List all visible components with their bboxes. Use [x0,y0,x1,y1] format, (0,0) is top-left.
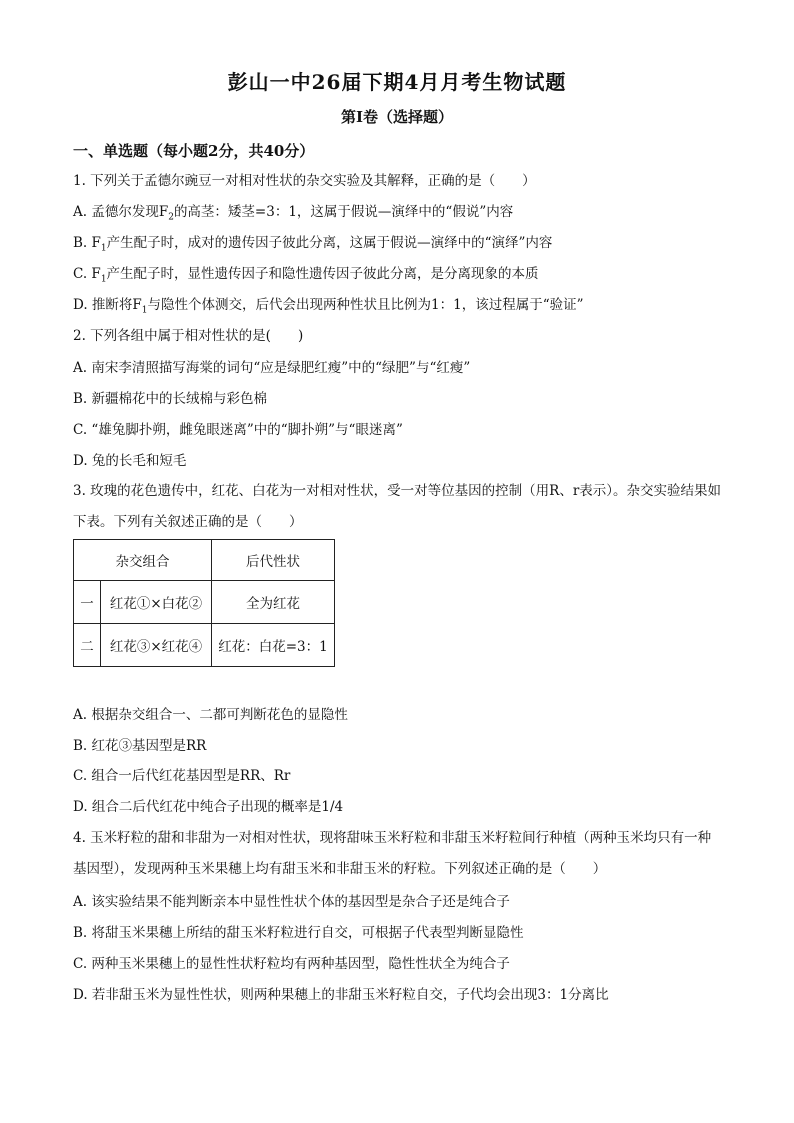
q3-option-b: B. 红花③基因型是RR [73,738,207,754]
table-row [74,624,335,667]
q4-stem: 4. 玉米籽粒的甜和非甜为一对相对性状，现将甜味玉米籽粒和非甜玉米籽粒间行种植（两种玉米均只有一种基因型），发现两种玉米果穗上均有甜玉米和非甜玉米的籽粒。下列叙述正确的是（ ） [73,830,712,877]
q1-option-d: D. 推断将$F_1$与隐性个体测交，后代会出现两种性状且比例为1：1，该过程属于“验证” [73,297,584,316]
q3-stem: 3. 玫瑰的花色遗传中，红花、白花为一对相对性状，受一对等位基因的控制（用R、r表示）。杂交实验结果如下表。下列有关叙述正确的是（ ） [73,483,722,530]
q1-option-b: B. $F_1$产生配子时，成对的遗传因子彼此分离，这属于假说—演绎中的“演绎”内容 [73,235,553,254]
q2-option-a: A. 南宋李清照描写海棠的词句“应是绿肥红瘦”中的“绿肥”与“红瘦” [73,360,471,376]
table-cell-result: 全为红花 [212,581,335,624]
table-header-offspring: 后代性状 [212,540,335,581]
exam-title: 彭山一中26届下期4月月考生物试题 [227,70,567,94]
table-cell-result: 红花：白花=3：1 [212,624,335,667]
volume-subtitle: 第I卷（选择题） [340,108,454,126]
q1-option-c: C. $F_1$产生配子时，显性遗传因子和隐性遗传因子彼此分离，是分离现象的本质 [73,266,539,285]
q4-option-b: B. 将甜玉米果穗上所结的甜玉米籽粒进行自交，可根据子代表型判断显隐性 [73,925,524,941]
q2-stem: 2. 下列各组中属于相对性状的是( ) [73,328,304,344]
table-header-combo: 杂交组合 [74,540,212,581]
cross-result-table [73,539,335,667]
table-cell-cross: 红花①×白花② [101,581,212,624]
q2-option-c: C. “雄兔脚扑朔，雌兔眼迷离”中的“脚扑朔”与“眼迷离” [73,422,403,438]
section-heading: 一、单选题（每小题2分，共40分） [73,142,315,160]
table-cell-number: 一 [74,581,101,624]
q3-option-d: D. 组合二后代红花中纯合子出现的概率是1/4 [73,799,344,815]
table-header-row [74,540,335,581]
q3-option-c: C. 组合一后代红花基因型是RR、Rr [73,768,291,784]
table-row [74,581,335,624]
q1-option-a: A. 孟德尔发现$F_2$的高茎：矮茎=3：1，这属于假说—演绎中的“假说”内容 [73,204,514,223]
q4-option-d: D. 若非甜玉米为显性性状，则两种果穗上的非甜玉米籽粒自交，子代均会出现3：1分离比 [73,987,609,1003]
q4-option-c: C. 两种玉米果穗上的显性性状籽粒均有两种基因型，隐性性状全为纯合子 [73,956,510,972]
q3-option-a: A. 根据杂交组合一、二都可判断花色的显隐性 [73,707,348,723]
q4-option-a: A. 该实验结果不能判断亲本中显性性状个体的基因型是杂合子还是纯合子 [73,894,510,910]
table-cell-cross: 红花③×红花④ [101,624,212,667]
q2-option-d: D. 兔的长毛和短毛 [73,453,187,469]
table-cell-number: 二 [74,624,101,667]
q2-option-b: B. 新疆棉花中的长绒棉与彩色棉 [73,391,268,407]
q1-stem: 1. 下列关于孟德尔豌豆一对相对性状的杂交实验及其解释，正确的是（ ） [73,173,536,189]
